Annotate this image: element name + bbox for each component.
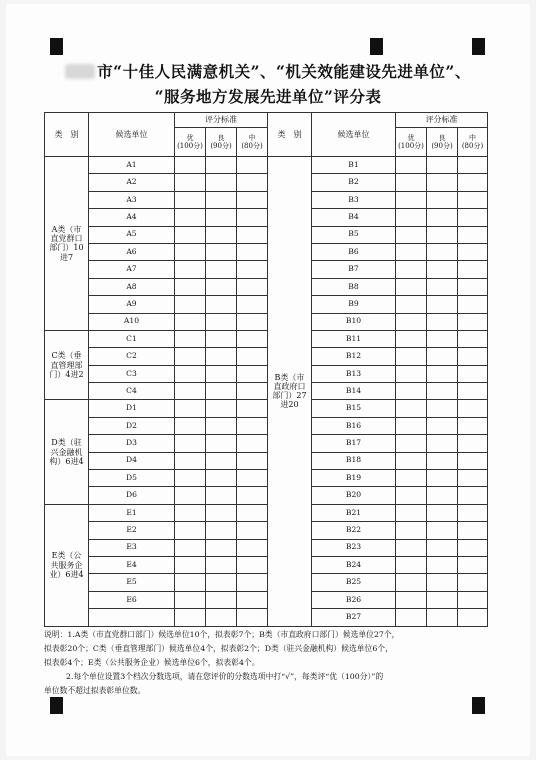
candidate-unit-cell: B7 [312,261,396,278]
score-checkbox-cell[interactable] [458,609,488,626]
score-checkbox-cell[interactable] [206,574,237,591]
grade-fair-right [458,128,488,157]
candidate-unit-cell: E3 [89,539,175,556]
header-unit-left: 候选单位 [89,113,175,157]
header-standard-right: 评分标准 [396,113,488,128]
score-checkbox-cell[interactable] [458,348,488,365]
candidate-unit-cell: C3 [89,365,175,382]
score-checkbox-cell[interactable] [458,417,488,434]
score-checkbox-cell[interactable] [175,296,206,313]
score-checkbox-cell[interactable] [427,452,458,469]
score-checkbox-cell[interactable] [427,522,458,539]
score-checkbox-cell[interactable] [237,191,268,208]
redacted-city-name [65,64,95,79]
grade-label: 中 [248,133,256,142]
score-checkbox-cell[interactable] [175,539,206,556]
title-text-line2: “服务地方发展先进单位”评分表 [154,87,382,106]
score-checkbox-cell[interactable] [206,435,237,452]
candidate-unit-cell: A2 [89,174,175,191]
score-checkbox-cell[interactable] [396,591,427,608]
score-checkbox-cell[interactable] [396,417,427,434]
score-checkbox-cell[interactable] [206,157,237,174]
candidate-unit-cell: B17 [312,435,396,452]
score-checkbox-cell[interactable] [458,452,488,469]
score-checkbox-cell[interactable] [237,574,268,591]
candidate-unit-cell: A10 [89,313,175,330]
note-line: 单位数不超过拟表彰单位数。 [44,686,146,695]
table-row [45,313,488,330]
score-checkbox-cell[interactable] [237,174,268,191]
score-checkbox-cell[interactable] [206,522,237,539]
header-category-left: 类 别 [45,113,89,157]
score-checkbox-cell[interactable] [396,556,427,573]
candidate-unit-cell: B15 [312,400,396,417]
score-checkbox-cell[interactable] [396,609,427,626]
score-checkbox-cell[interactable] [458,296,488,313]
candidate-unit-cell: B8 [312,278,396,295]
score-checkbox-cell[interactable] [175,209,206,226]
table-row [45,209,488,226]
table-row [45,539,488,556]
score-checkbox-cell[interactable] [427,296,458,313]
candidate-unit-cell: E1 [89,504,175,521]
score-checkbox-cell[interactable] [427,174,458,191]
score-checkbox-cell[interactable] [427,400,458,417]
candidate-unit-cell: E6 [89,591,175,608]
score-checkbox-cell[interactable] [396,348,427,365]
candidate-unit-cell: B24 [312,556,396,573]
score-checkbox-cell[interactable] [237,278,268,295]
grade-excellent-right [396,128,427,157]
title-text-line1: 市“十佳人民满意机关”、“机关效能建设先进单位”、 [97,62,471,81]
score-checkbox-cell[interactable] [396,191,427,208]
header-standard-left: 评分标准 [175,113,268,128]
grade-score: (90分) [210,142,232,150]
category-cell-D: D类（驻兴金融机构）6进4 [45,400,89,504]
table-row [45,383,488,400]
table-row [45,400,488,417]
score-checkbox-cell[interactable] [458,278,488,295]
score-checkbox-cell[interactable] [175,487,206,504]
score-checkbox-cell[interactable] [396,487,427,504]
score-checkbox-cell[interactable] [237,539,268,556]
score-checkbox-cell[interactable] [237,417,268,434]
candidate-unit-cell: D3 [89,435,175,452]
score-checkbox-cell[interactable] [175,400,206,417]
candidate-unit-cell: E4 [89,556,175,573]
score-checkbox-cell[interactable] [206,348,237,365]
note-line: 2.每个单位设置3个档次分数选项，请在您评价的分数选项中打“√”，每类评“优（100分）”的 [66,672,384,681]
score-checkbox-cell[interactable] [237,243,268,260]
category-cell-C: C类（垂直管理部门）4进2 [45,330,89,400]
score-checkbox-cell[interactable] [427,539,458,556]
candidate-unit-cell: D5 [89,470,175,487]
grade-score: (100分) [177,142,203,150]
candidate-unit-cell: C2 [89,348,175,365]
candidate-unit-cell: A7 [89,261,175,278]
score-checkbox-cell[interactable] [206,191,237,208]
score-checkbox-cell[interactable] [458,539,488,556]
candidate-unit-cell: B1 [312,157,396,174]
grade-label: 优 [407,133,415,142]
score-checkbox-cell[interactable] [427,365,458,382]
score-checkbox-cell[interactable] [427,417,458,434]
score-checkbox-cell[interactable] [396,522,427,539]
grade-label: 良 [438,133,446,142]
header-category-right: 类 别 [268,113,312,157]
score-checkbox-cell[interactable] [396,435,427,452]
score-checkbox-cell[interactable] [458,157,488,174]
grade-fair-left [237,128,268,157]
score-checkbox-cell[interactable] [237,226,268,243]
score-checkbox-cell[interactable] [175,383,206,400]
score-checkbox-cell[interactable] [237,522,268,539]
score-checkbox-cell[interactable] [458,591,488,608]
candidate-unit-cell: B25 [312,574,396,591]
candidate-unit-cell: C4 [89,383,175,400]
score-checkbox-cell[interactable] [396,226,427,243]
score-checkbox-cell[interactable] [175,313,206,330]
score-checkbox-cell[interactable] [427,609,458,626]
score-checkbox-cell[interactable] [175,574,206,591]
score-checkbox-cell[interactable] [237,435,268,452]
candidate-unit-cell: B12 [312,348,396,365]
registration-mark-bottom-right [472,697,485,714]
candidate-unit-cell: A9 [89,296,175,313]
candidate-unit-cell: B9 [312,296,396,313]
score-checkbox-cell[interactable] [396,383,427,400]
candidate-unit-cell: B27 [312,609,396,626]
registration-mark-bottom-left [50,697,63,714]
score-checkbox-cell[interactable] [175,365,206,382]
score-checkbox-cell[interactable] [427,574,458,591]
score-checkbox-cell[interactable] [206,330,237,347]
score-checkbox-cell[interactable] [237,209,268,226]
score-checkbox-cell[interactable] [458,174,488,191]
score-checkbox-cell[interactable] [237,330,268,347]
candidate-unit-cell: A8 [89,278,175,295]
table-row [45,365,488,382]
score-checkbox-cell[interactable] [396,313,427,330]
score-checkbox-cell[interactable] [458,191,488,208]
score-checkbox-cell[interactable] [396,452,427,469]
score-checkbox-cell[interactable] [458,226,488,243]
note-line: 拟表彰20个；C类（垂直管理部门）候选单位4个，拟表彰2个；D类（驻兴金融机构）候选单位6个， [44,644,393,653]
score-checkbox-cell[interactable] [427,556,458,573]
score-checkbox-cell[interactable] [237,487,268,504]
grade-score: (80分) [241,142,263,150]
candidate-unit-cell: A3 [89,191,175,208]
candidate-unit-cell: A5 [89,226,175,243]
score-checkbox-cell[interactable] [237,383,268,400]
score-checkbox-cell[interactable] [175,243,206,260]
table-row [45,243,488,260]
score-checkbox-cell[interactable] [175,504,206,521]
score-checkbox-cell[interactable] [396,174,427,191]
category-cell-B: B类（市直政府口部门）27进20 [268,157,312,627]
score-checkbox-cell[interactable] [396,296,427,313]
score-checkbox-cell[interactable] [237,261,268,278]
candidate-unit-cell: B21 [312,504,396,521]
score-checkbox-cell[interactable] [206,296,237,313]
registration-mark-top-right [472,38,485,55]
score-checkbox-cell[interactable] [458,470,488,487]
candidate-unit-cell: B10 [312,313,396,330]
candidate-unit-cell: B20 [312,487,396,504]
table-row [45,522,488,539]
score-checkbox-cell[interactable] [175,330,206,347]
table-row [45,435,488,452]
score-checkbox-cell[interactable] [206,400,237,417]
evaluation-table [44,112,488,627]
score-checkbox-cell[interactable] [175,157,206,174]
score-checkbox-cell[interactable] [206,261,237,278]
table-row [45,348,488,365]
score-checkbox-cell[interactable] [237,556,268,573]
candidate-unit-cell: B5 [312,226,396,243]
candidate-unit-cell: E2 [89,522,175,539]
table-row [45,574,488,591]
table-row [45,504,488,521]
score-checkbox-cell[interactable] [237,296,268,313]
score-checkbox-cell[interactable] [206,487,237,504]
table-row [45,157,488,174]
score-checkbox-cell[interactable] [427,591,458,608]
score-checkbox-cell[interactable] [458,209,488,226]
score-checkbox-cell[interactable] [206,609,237,626]
score-checkbox-cell[interactable] [396,209,427,226]
table-row [45,470,488,487]
score-checkbox-cell[interactable] [427,278,458,295]
score-checkbox-cell[interactable] [458,313,488,330]
score-checkbox-cell[interactable] [206,243,237,260]
score-checkbox-cell[interactable] [427,243,458,260]
candidate-unit-cell: D2 [89,417,175,434]
score-checkbox-cell[interactable] [458,400,488,417]
score-checkbox-cell[interactable] [237,313,268,330]
score-checkbox-cell[interactable] [427,383,458,400]
score-checkbox-cell[interactable] [206,504,237,521]
candidate-unit-cell: B16 [312,417,396,434]
score-checkbox-cell[interactable] [427,209,458,226]
candidate-unit-cell: B23 [312,539,396,556]
document-title-line1 [0,60,536,82]
score-checkbox-cell[interactable] [175,435,206,452]
score-checkbox-cell[interactable] [396,539,427,556]
score-checkbox-cell[interactable] [427,435,458,452]
grade-score: (100分) [398,142,424,150]
candidate-unit-cell: C1 [89,330,175,347]
score-checkbox-cell[interactable] [396,330,427,347]
score-checkbox-cell[interactable] [458,261,488,278]
score-checkbox-cell[interactable] [396,278,427,295]
score-checkbox-cell[interactable] [237,470,268,487]
notes-section [44,628,492,698]
score-checkbox-cell[interactable] [206,556,237,573]
score-checkbox-cell[interactable] [427,191,458,208]
score-checkbox-cell[interactable] [427,470,458,487]
score-checkbox-cell[interactable] [175,417,206,434]
score-checkbox-cell[interactable] [206,209,237,226]
table-row [45,174,488,191]
score-checkbox-cell[interactable] [427,330,458,347]
score-checkbox-cell[interactable] [237,609,268,626]
candidate-unit-cell: A1 [89,157,175,174]
table-row [45,487,488,504]
score-checkbox-cell[interactable] [206,539,237,556]
score-checkbox-cell[interactable] [458,365,488,382]
candidate-unit-cell: B4 [312,209,396,226]
score-checkbox-cell[interactable] [206,417,237,434]
score-checkbox-cell[interactable] [206,452,237,469]
note-line: 说明：1.A类（市直党群口部门）候选单位10个，拟表彰7个；B类（市直政府口部门）候选单位27个， [44,630,400,639]
grade-good-right [427,128,458,157]
score-checkbox-cell[interactable] [237,452,268,469]
candidate-unit-cell: B14 [312,383,396,400]
score-checkbox-cell[interactable] [458,383,488,400]
score-checkbox-cell[interactable] [396,157,427,174]
candidate-unit-cell: B26 [312,591,396,608]
score-checkbox-cell[interactable] [175,522,206,539]
score-checkbox-cell[interactable] [458,574,488,591]
score-checkbox-cell[interactable] [237,504,268,521]
score-checkbox-cell[interactable] [206,278,237,295]
score-checkbox-cell[interactable] [427,487,458,504]
category-cell-A: A类（市直党群口部门）10进7 [45,157,89,331]
candidate-unit-cell: B22 [312,522,396,539]
score-checkbox-cell[interactable] [396,400,427,417]
grade-score: (80分) [461,142,484,150]
table-row [45,261,488,278]
score-checkbox-cell[interactable] [206,226,237,243]
score-checkbox-cell[interactable] [237,591,268,608]
score-checkbox-cell[interactable] [427,157,458,174]
candidate-unit-cell: A6 [89,243,175,260]
table-row [45,556,488,573]
score-checkbox-cell[interactable] [458,504,488,521]
candidate-unit-cell [89,609,175,626]
score-checkbox-cell[interactable] [206,365,237,382]
score-checkbox-cell[interactable] [206,591,237,608]
table-row [45,296,488,313]
score-checkbox-cell[interactable] [175,556,206,573]
candidate-unit-cell: D4 [89,452,175,469]
grade-score: (90分) [431,142,453,150]
candidate-unit-cell: B6 [312,243,396,260]
score-checkbox-cell[interactable] [458,435,488,452]
score-checkbox-cell[interactable] [396,504,427,521]
score-checkbox-cell[interactable] [206,383,237,400]
candidate-unit-cell: A4 [89,209,175,226]
candidate-unit-cell: B18 [312,452,396,469]
score-checkbox-cell[interactable] [427,313,458,330]
score-checkbox-cell[interactable] [237,365,268,382]
grade-excellent-left [175,128,206,157]
table-row [45,609,488,626]
candidate-unit-cell: D6 [89,487,175,504]
score-checkbox-cell[interactable] [175,452,206,469]
score-checkbox-cell[interactable] [396,470,427,487]
score-checkbox-cell[interactable] [237,348,268,365]
note-line: 拟表彰4个；E类（公共服务企业）候选单位6个，拟表彰4个。 [44,658,260,667]
grade-label: 良 [217,133,225,142]
registration-mark-top-left [50,38,63,55]
candidate-unit-cell: B2 [312,174,396,191]
table-row [45,226,488,243]
score-checkbox-cell[interactable] [175,226,206,243]
candidate-unit-cell: B11 [312,330,396,347]
table-row [45,330,488,347]
score-checkbox-cell[interactable] [458,522,488,539]
table-row [45,452,488,469]
candidate-unit-cell: E5 [89,574,175,591]
score-checkbox-cell[interactable] [175,278,206,295]
score-checkbox-cell[interactable] [458,243,488,260]
score-checkbox-cell[interactable] [396,365,427,382]
candidate-unit-cell: B19 [312,470,396,487]
registration-mark-top-mid [370,38,383,55]
score-checkbox-cell[interactable] [175,348,206,365]
score-checkbox-cell[interactable] [427,504,458,521]
score-checkbox-cell[interactable] [206,174,237,191]
score-checkbox-cell[interactable] [427,261,458,278]
header-unit-right: 候选单位 [312,113,396,157]
score-checkbox-cell[interactable] [237,157,268,174]
candidate-unit-cell: D1 [89,400,175,417]
score-checkbox-cell[interactable] [175,191,206,208]
score-checkbox-cell[interactable] [175,261,206,278]
score-checkbox-cell[interactable] [396,243,427,260]
score-checkbox-cell[interactable] [175,591,206,608]
score-checkbox-cell[interactable] [427,348,458,365]
grade-label: 优 [186,133,194,142]
score-checkbox-cell[interactable] [206,313,237,330]
score-checkbox-cell[interactable] [427,226,458,243]
table-row [45,591,488,608]
score-checkbox-cell[interactable] [237,400,268,417]
candidate-unit-cell: B3 [312,191,396,208]
table-row [45,191,488,208]
score-checkbox-cell[interactable] [206,470,237,487]
score-checkbox-cell[interactable] [458,330,488,347]
score-checkbox-cell[interactable] [396,574,427,591]
document-title-line2 [0,85,536,107]
score-checkbox-cell[interactable] [175,174,206,191]
candidate-unit-cell: B13 [312,365,396,382]
category-cell-E: E类（公共服务企业）6进4 [45,504,89,626]
score-checkbox-cell[interactable] [396,261,427,278]
score-checkbox-cell[interactable] [175,609,206,626]
grade-label: 中 [469,133,476,142]
score-checkbox-cell[interactable] [458,556,488,573]
grade-good-left [206,128,237,157]
table-row [45,278,488,295]
score-checkbox-cell[interactable] [458,487,488,504]
table-row [45,417,488,434]
score-checkbox-cell[interactable] [175,470,206,487]
